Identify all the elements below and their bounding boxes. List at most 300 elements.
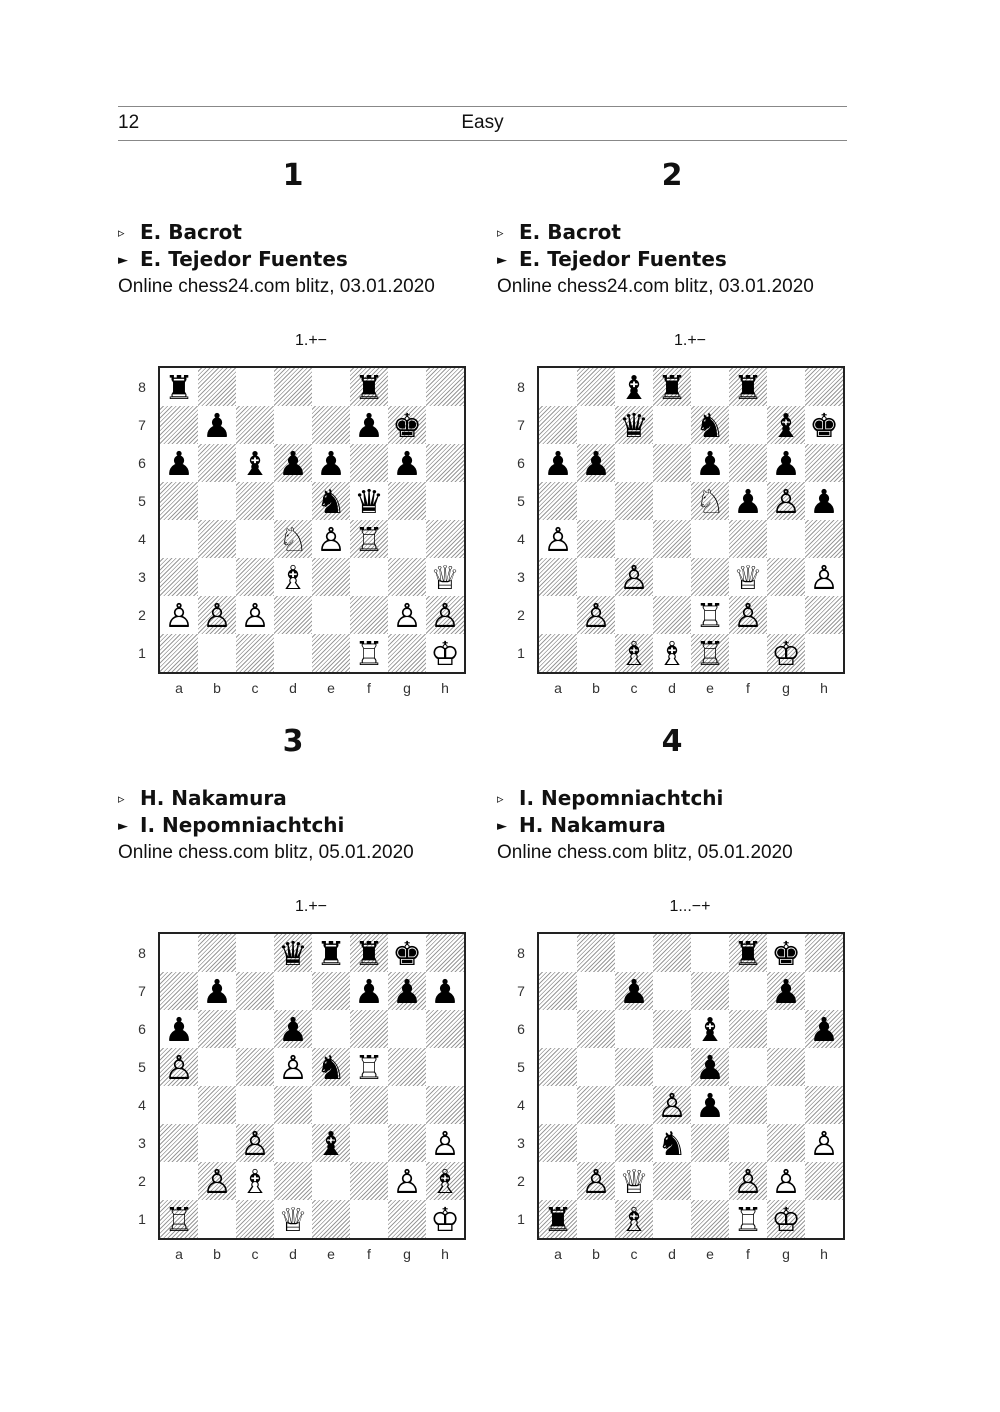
board-square: [198, 934, 236, 972]
white-pawn-icon: ♙: [771, 481, 801, 521]
board-square: [539, 406, 577, 444]
board-square: [539, 1124, 577, 1162]
white-pawn-icon: ♙: [392, 595, 422, 635]
file-label: f: [367, 1246, 371, 1262]
rank-label: 4: [517, 531, 525, 547]
black-player-name: E. Tejedor Fuentes: [519, 247, 727, 271]
rank-label: 7: [517, 417, 525, 433]
black-rook-icon: ♜: [354, 367, 384, 407]
board-square: [691, 934, 729, 972]
board-square: [805, 1010, 843, 1048]
black-player-name: E. Tejedor Fuentes: [140, 247, 348, 271]
board-square: [274, 1124, 312, 1162]
white-pawn-icon: ♙: [240, 595, 270, 635]
board-square: [388, 596, 426, 634]
black-rook-icon: ♜: [657, 367, 687, 407]
white-player: [118, 220, 242, 244]
board-square: [388, 1162, 426, 1200]
board-square: [805, 972, 843, 1010]
board-square: [577, 1010, 615, 1048]
board-square: [274, 368, 312, 406]
board-square: [691, 520, 729, 558]
board-square: [388, 406, 426, 444]
evaluation: 1...−+: [669, 898, 711, 915]
board-square: [388, 1200, 426, 1238]
board-square: [312, 482, 350, 520]
board-square: [274, 934, 312, 972]
board-square: [426, 1010, 464, 1048]
board-square: [160, 520, 198, 558]
black-player: [118, 813, 344, 837]
board-square: [653, 634, 691, 672]
rank-label: 2: [138, 607, 146, 623]
black-pawn-icon: ♟: [354, 971, 384, 1011]
board-square: [653, 482, 691, 520]
white-pawn-icon: ♙: [809, 557, 839, 597]
board-square: [236, 368, 274, 406]
board-square: [691, 596, 729, 634]
board-square: [805, 1162, 843, 1200]
rank-label: 2: [517, 607, 525, 623]
black-pawn-icon: ♟: [581, 443, 611, 483]
board-square: [312, 406, 350, 444]
board-square: [236, 1200, 274, 1238]
board-square: [388, 558, 426, 596]
white-bishop-icon: ♗: [619, 1199, 649, 1239]
white-rook-icon: ♖: [354, 519, 384, 559]
board-square: [577, 596, 615, 634]
board-square: [729, 1124, 767, 1162]
board-square: [160, 406, 198, 444]
board-square: [388, 1124, 426, 1162]
board-square: [350, 1162, 388, 1200]
board-square: [426, 634, 464, 672]
board-square: [236, 972, 274, 1010]
board-square: [426, 406, 464, 444]
black-pawn-icon: ♟: [695, 1047, 725, 1087]
board-square: [236, 444, 274, 482]
file-label: e: [706, 1246, 714, 1262]
white-pawn-icon: ♙: [316, 519, 346, 559]
board-square: [198, 444, 236, 482]
board-square: [274, 444, 312, 482]
board-square: [236, 1086, 274, 1124]
board-square: [729, 406, 767, 444]
board-square: [653, 934, 691, 972]
black-pawn-icon: ♟: [771, 443, 801, 483]
white-bishop-icon: ♗: [430, 1161, 460, 1201]
white-pawn-icon: ♙: [430, 1123, 460, 1163]
board-square: [312, 934, 350, 972]
white-pawn-icon: ♙: [430, 595, 460, 635]
puzzle-number: 3: [282, 724, 304, 759]
board-square: [160, 1162, 198, 1200]
board-square: [274, 1200, 312, 1238]
board-square: [160, 1048, 198, 1086]
rank-label: 1: [138, 645, 146, 661]
board-square: [767, 368, 805, 406]
board-square: [426, 1048, 464, 1086]
board-square: [350, 558, 388, 596]
white-queen-icon: ♕: [733, 557, 763, 597]
black-pawn-icon: ♟: [619, 971, 649, 1011]
black-player: [497, 813, 666, 837]
event-line: Online chess24.com blitz, 03.01.2020: [118, 276, 435, 297]
file-label: e: [327, 1246, 335, 1262]
white-rook-icon: ♖: [733, 1199, 763, 1239]
rank-label: 3: [517, 1135, 525, 1151]
white-pawn-icon: ♙: [733, 595, 763, 635]
file-label: c: [251, 1246, 259, 1262]
board-square: [805, 444, 843, 482]
rank-label: 6: [138, 1021, 146, 1037]
black-king-icon: ♚: [771, 933, 801, 973]
board-square: [274, 1086, 312, 1124]
board-square: [615, 520, 653, 558]
board-square: [539, 1162, 577, 1200]
board-square: [312, 368, 350, 406]
board-square: [236, 934, 274, 972]
board-square: [236, 558, 274, 596]
board-square: [691, 558, 729, 596]
file-label: h: [441, 1246, 449, 1262]
black-pawn-icon: ♟: [164, 1009, 194, 1049]
file-label: a: [175, 680, 183, 696]
board-square: [767, 1086, 805, 1124]
board-square: [615, 444, 653, 482]
rank-label: 5: [138, 1059, 146, 1075]
board-square: [426, 972, 464, 1010]
board-square: [160, 368, 198, 406]
board-square: [729, 1200, 767, 1238]
board-square: [236, 482, 274, 520]
board-square: [312, 596, 350, 634]
board-square: [691, 1010, 729, 1048]
board-square: [198, 558, 236, 596]
board-square: [426, 444, 464, 482]
white-pawn-icon: ♙: [164, 1047, 194, 1087]
board-square: [653, 1162, 691, 1200]
board-square: [615, 558, 653, 596]
file-label: a: [554, 1246, 562, 1262]
board-square: [691, 1162, 729, 1200]
black-rook-icon: ♜: [543, 1199, 573, 1239]
board-square: [653, 596, 691, 634]
board-square: [388, 634, 426, 672]
board-square: [236, 1010, 274, 1048]
board-square: [691, 972, 729, 1010]
rank-label: 1: [517, 645, 525, 661]
board-square: [615, 482, 653, 520]
board-square: [615, 1048, 653, 1086]
board-square: [653, 406, 691, 444]
chess-board: [537, 366, 845, 674]
white-rook-icon: ♖: [164, 1199, 194, 1239]
board-square: [767, 634, 805, 672]
rank-label: 3: [517, 569, 525, 585]
board-square: [350, 596, 388, 634]
board-square: [426, 1124, 464, 1162]
black-player-icon: ►: [118, 253, 128, 268]
header-top-rule: [118, 106, 847, 107]
board-square: [767, 520, 805, 558]
board-square: [160, 1086, 198, 1124]
board-square: [198, 482, 236, 520]
board-square: [539, 1200, 577, 1238]
board-square: [767, 482, 805, 520]
white-king-icon: ♔: [771, 633, 801, 673]
board-square: [160, 1010, 198, 1048]
board-square: [615, 1200, 653, 1238]
black-pawn-icon: ♟: [809, 1009, 839, 1049]
board-square: [350, 1200, 388, 1238]
board-square: [767, 1010, 805, 1048]
file-label: b: [213, 680, 221, 696]
board-square: [236, 1124, 274, 1162]
board-square: [805, 1124, 843, 1162]
file-label: f: [367, 680, 371, 696]
board-square: [312, 1124, 350, 1162]
board-square: [653, 972, 691, 1010]
board-square: [539, 368, 577, 406]
black-player-name: I. Nepomniachtchi: [140, 813, 345, 837]
board-square: [539, 558, 577, 596]
board-square: [691, 444, 729, 482]
board-square: [274, 1162, 312, 1200]
board-square: [350, 1124, 388, 1162]
board-square: [653, 444, 691, 482]
white-pawn-icon: ♙: [164, 595, 194, 635]
rank-label: 7: [517, 983, 525, 999]
file-label: d: [289, 680, 297, 696]
black-pawn-icon: ♟: [695, 443, 725, 483]
board-square: [388, 444, 426, 482]
board-square: [426, 934, 464, 972]
board-square: [160, 596, 198, 634]
black-knight-icon: ♞: [657, 1123, 687, 1163]
board-square: [615, 406, 653, 444]
file-label: f: [746, 680, 750, 696]
event-line: Online chess.com blitz, 05.01.2020: [118, 842, 414, 863]
rank-label: 6: [517, 1021, 525, 1037]
board-square: [350, 634, 388, 672]
rank-label: 6: [517, 455, 525, 471]
board-square: [615, 1010, 653, 1048]
black-rook-icon: ♜: [316, 933, 346, 973]
file-label: g: [403, 1246, 411, 1262]
rank-label: 4: [138, 531, 146, 547]
white-rook-icon: ♖: [695, 595, 725, 635]
white-bishop-icon: ♗: [657, 633, 687, 673]
board-square: [426, 596, 464, 634]
file-label: h: [820, 1246, 828, 1262]
file-label: d: [289, 1246, 297, 1262]
black-pawn-icon: ♟: [164, 443, 194, 483]
rank-label: 6: [138, 455, 146, 471]
board-square: [160, 1124, 198, 1162]
board-square: [805, 1048, 843, 1086]
board-square: [274, 1048, 312, 1086]
white-player-name: E. Bacrot: [140, 220, 242, 244]
white-pawn-icon: ♙: [581, 1161, 611, 1201]
file-label: g: [782, 1246, 790, 1262]
board-square: [312, 1048, 350, 1086]
rank-label: 7: [138, 983, 146, 999]
black-bishop-icon: ♝: [619, 367, 649, 407]
evaluation: 1.+−: [294, 332, 328, 349]
board-square: [767, 444, 805, 482]
board-square: [312, 1200, 350, 1238]
board-square: [312, 1086, 350, 1124]
board-square: [577, 1086, 615, 1124]
board-square: [653, 1086, 691, 1124]
board-square: [198, 406, 236, 444]
board-square: [236, 520, 274, 558]
board-square: [615, 1162, 653, 1200]
board-square: [767, 1162, 805, 1200]
board-square: [236, 406, 274, 444]
black-player-name: H. Nakamura: [519, 813, 666, 837]
rank-label: 3: [138, 569, 146, 585]
white-pawn-icon: ♙: [809, 1123, 839, 1163]
white-to-move-icon: ▹: [497, 792, 504, 807]
board-square: [350, 934, 388, 972]
board-square: [388, 368, 426, 406]
board-square: [729, 972, 767, 1010]
board-square: [350, 482, 388, 520]
white-pawn-icon: ♙: [202, 595, 232, 635]
board-square: [388, 972, 426, 1010]
board-square: [653, 520, 691, 558]
white-bishop-icon: ♗: [278, 557, 308, 597]
black-player-icon: ►: [118, 819, 128, 834]
board-square: [312, 444, 350, 482]
white-knight-icon: ♘: [695, 481, 725, 521]
board-square: [160, 444, 198, 482]
board-square: [312, 972, 350, 1010]
black-queen-icon: ♛: [354, 481, 384, 521]
black-queen-icon: ♛: [619, 405, 649, 445]
board-square: [236, 1048, 274, 1086]
board-square: [350, 444, 388, 482]
rank-label: 8: [138, 945, 146, 961]
board-square: [198, 368, 236, 406]
board-square: [539, 1010, 577, 1048]
puzzle-number: 1: [282, 158, 304, 193]
board-square: [426, 482, 464, 520]
board-square: [160, 482, 198, 520]
black-rook-icon: ♜: [733, 933, 763, 973]
board-square: [274, 596, 312, 634]
board-square: [729, 1010, 767, 1048]
white-player: [497, 786, 723, 810]
black-bishop-icon: ♝: [316, 1123, 346, 1163]
rank-label: 2: [517, 1173, 525, 1189]
board-square: [729, 520, 767, 558]
black-player: [497, 247, 727, 271]
rank-label: 4: [138, 1097, 146, 1113]
chess-board: [158, 366, 466, 674]
board-square: [539, 520, 577, 558]
black-knight-icon: ♞: [316, 1047, 346, 1087]
board-square: [653, 1048, 691, 1086]
running-title: Easy: [461, 112, 504, 133]
board-square: [274, 972, 312, 1010]
board-square: [388, 1048, 426, 1086]
board-square: [615, 1124, 653, 1162]
board-square: [312, 1162, 350, 1200]
board-square: [198, 1048, 236, 1086]
board-square: [691, 1200, 729, 1238]
black-player-icon: ►: [497, 819, 507, 834]
board-square: [577, 444, 615, 482]
white-bishop-icon: ♗: [240, 1161, 270, 1201]
board-square: [805, 520, 843, 558]
board-square: [426, 1086, 464, 1124]
rank-label: 2: [138, 1173, 146, 1189]
rank-label: 8: [517, 945, 525, 961]
white-pawn-icon: ♙: [240, 1123, 270, 1163]
black-pawn-icon: ♟: [430, 971, 460, 1011]
board-square: [539, 596, 577, 634]
board-square: [729, 1086, 767, 1124]
file-label: g: [782, 680, 790, 696]
board-square: [236, 596, 274, 634]
board-square: [577, 368, 615, 406]
black-queen-icon: ♛: [278, 933, 308, 973]
board-square: [615, 934, 653, 972]
white-player-name: I. Nepomniachtchi: [519, 786, 724, 810]
board-square: [160, 558, 198, 596]
file-label: h: [441, 680, 449, 696]
black-pawn-icon: ♟: [392, 443, 422, 483]
board-square: [767, 558, 805, 596]
rank-label: 5: [517, 1059, 525, 1075]
header-bottom-rule: [118, 140, 847, 141]
board-square: [805, 934, 843, 972]
file-label: e: [706, 680, 714, 696]
board-square: [767, 406, 805, 444]
white-knight-icon: ♘: [278, 519, 308, 559]
puzzle-number: 2: [661, 158, 683, 193]
board-square: [198, 520, 236, 558]
board-square: [539, 1086, 577, 1124]
white-bishop-icon: ♗: [619, 633, 649, 673]
board-square: [539, 934, 577, 972]
black-pawn-icon: ♟: [202, 971, 232, 1011]
white-to-move-icon: ▹: [118, 792, 125, 807]
board-square: [160, 1200, 198, 1238]
rank-label: 1: [138, 1211, 146, 1227]
board-square: [805, 596, 843, 634]
white-rook-icon: ♖: [354, 1047, 384, 1087]
chess-board: [537, 932, 845, 1240]
evaluation: 1.+−: [294, 898, 328, 915]
white-pawn-icon: ♙: [581, 595, 611, 635]
board-square: [388, 1010, 426, 1048]
black-king-icon: ♚: [392, 405, 422, 445]
board-square: [312, 520, 350, 558]
board-square: [767, 596, 805, 634]
black-bishop-icon: ♝: [771, 405, 801, 445]
board-square: [767, 972, 805, 1010]
black-bishop-icon: ♝: [240, 443, 270, 483]
board-square: [767, 1124, 805, 1162]
black-bishop-icon: ♝: [695, 1009, 725, 1049]
board-square: [653, 368, 691, 406]
board-square: [691, 406, 729, 444]
board-square: [729, 1048, 767, 1086]
